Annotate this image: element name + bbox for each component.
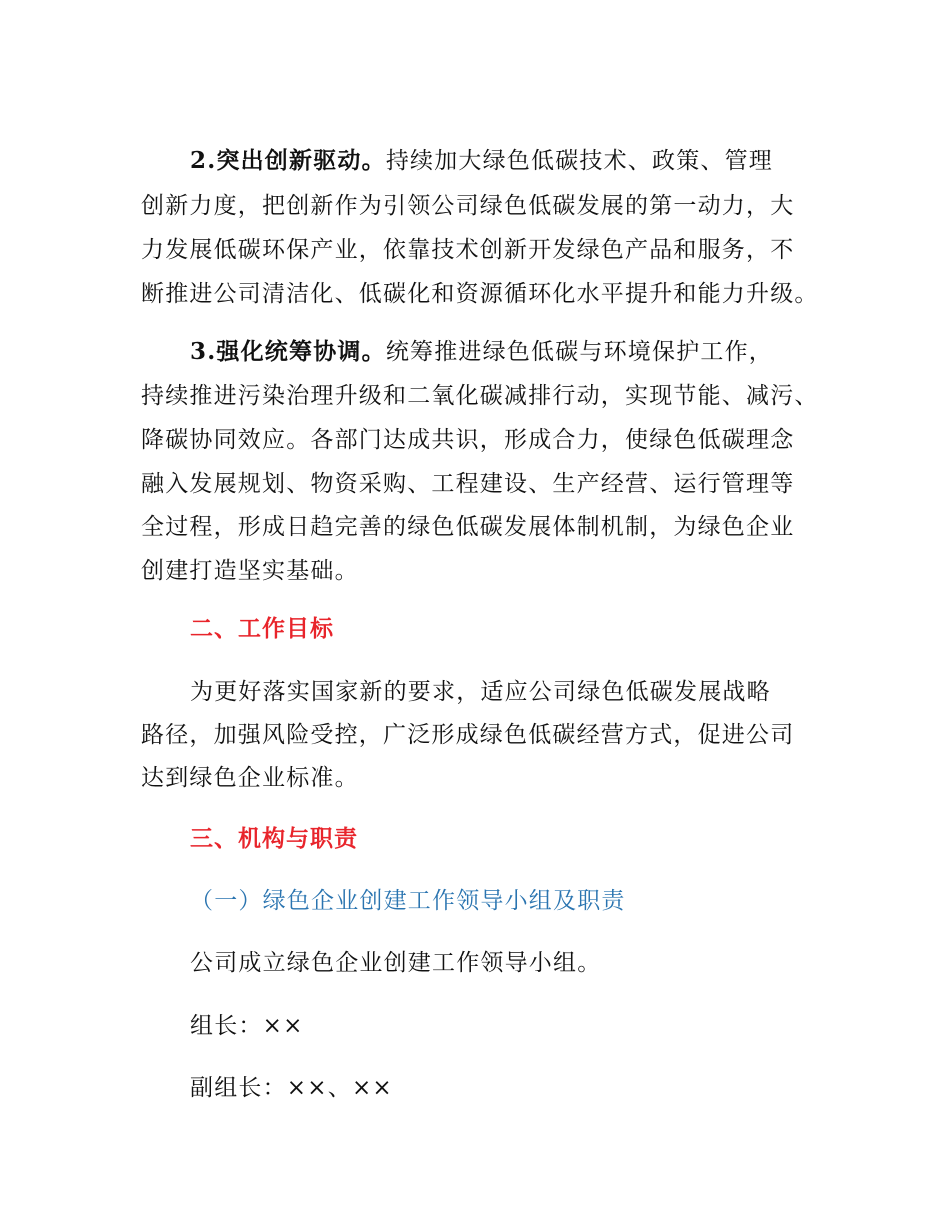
group-leader: 组长：×× [190, 1013, 304, 1039]
section-2-line-1: 为更好落实国家新的要求，适应公司绿色低碳发展战略 [190, 679, 771, 705]
paragraph-2-line-2: 创新力度，把创新作为引领公司绿色低碳发展的第一动力，大 [141, 193, 795, 219]
section-3-intro: 公司成立绿色企业创建工作领导小组。 [190, 950, 602, 976]
paragraph-3-line-2: 持续推进污染治理升级和二氧化碳减排行动，实现节能、减污、 [141, 383, 819, 409]
paragraph-2-line-1 [190, 145, 773, 177]
deputy-group-leader: 副组长：××、×× [190, 1075, 393, 1101]
section-3-subheading: （一）绿色企业创建工作领导小组及职责 [190, 888, 626, 914]
paragraph-2-text: 持续加大绿色低碳技术、政策、管理 [385, 148, 774, 174]
paragraph-3-text: 统筹推进绿色低碳与环境保护工作， [385, 339, 774, 365]
paragraph-3-line-5: 全过程，形成日趋完善的绿色低碳发展体制机制，为绿色企业 [141, 514, 795, 540]
section-2-line-3: 达到绿色企业标准。 [141, 765, 359, 791]
section-2-heading: 二、工作目标 [190, 616, 334, 642]
paragraph-3-line-1 [190, 336, 773, 368]
paragraph-3-title: 3.强化统筹协调。 [190, 338, 386, 365]
paragraph-2-line-4: 断推进公司清洁化、低碳化和资源循环化水平提升和能力升级。 [141, 281, 819, 307]
section-3-heading: 三、机构与职责 [190, 826, 358, 852]
paragraph-3-line-6: 创建打造坚实基础。 [141, 558, 359, 584]
paragraph-2-title: 2.突出创新驱动。 [190, 147, 386, 174]
section-2-line-2: 路径，加强风险受控，广泛形成绿色低碳经营方式，促进公司 [141, 722, 795, 748]
paragraph-3-line-4: 融入发展规划、物资采购、工程建设、生产经营、运行管理等 [141, 471, 795, 497]
paragraph-2-line-3: 力发展低碳环保产业，依靠技术创新开发绿色产品和服务，不 [141, 237, 795, 263]
paragraph-3-line-3: 降碳协同效应。各部门达成共识，形成合力，使绿色低碳理念 [141, 427, 795, 453]
